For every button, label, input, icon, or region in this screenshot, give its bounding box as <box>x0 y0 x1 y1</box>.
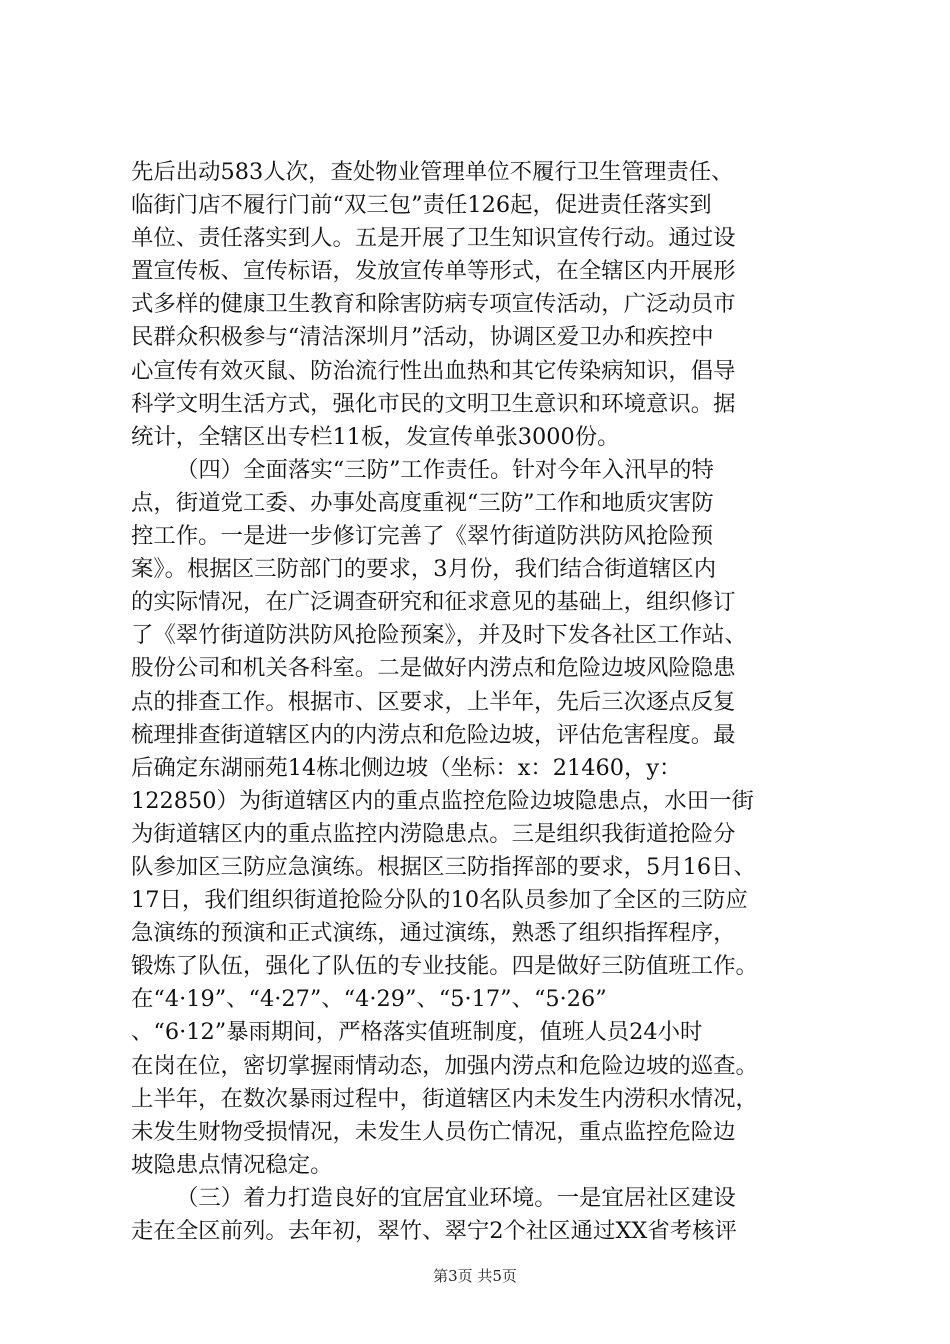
text-line: 单位、责任落实到人。五是开展了卫生知识宣传行动。通过设 <box>131 225 736 252</box>
text-line: 、“6·12”暴雨期间，严格落实值班制度，值班人员24小时 <box>131 1019 703 1046</box>
body-text <box>131 156 831 1248</box>
text-line: 走在全区前列。去年初，翠竹、翠宁2个社区通过XX省考核评 <box>131 1218 737 1244</box>
text-line: 点，街道党工委、办事处高度重视“三防”工作和地质灾害防 <box>131 489 714 516</box>
text-line: 122850）为街道辖区内的重点监控危险边坡隐患点，水田一街 <box>131 787 754 814</box>
text-line: 在“4·19”、“4·27”、“4·29”、“5·17”、“5·26” <box>131 986 607 1013</box>
text-line: 未发生财物受损情况，未发生人员伤亡情况，重点监控危险边 <box>131 1118 736 1145</box>
text-line: 了《翠竹街道防洪防风抢险预案》，并及时下发各社区工作站、 <box>131 622 747 649</box>
text-line: 后确定东湖丽苑14栋北侧边坡（坐标：x：21460，y： <box>131 754 682 781</box>
text-line: 案》。根据区三防部门的要求，3月份，我们结合街道辖区内 <box>131 556 717 583</box>
text-line: 梳理排查街道辖区内的内涝点和危险边坡，评估危害程度。最 <box>131 721 736 748</box>
text-line: 在岗在位，密切掌握雨情动态，加强内涝点和危险边坡的巡查。 <box>131 1052 758 1079</box>
text-line: 控工作。一是进一步修订完善了《翠竹街道防洪防风抢险预 <box>131 523 714 550</box>
text-line: 置宣传板、宣传标语，发放宣传单等形式，在全辖区内开展形 <box>131 258 736 285</box>
text-line: 锻炼了队伍，强化了队伍的专业技能。四是做好三防值班工作。 <box>131 953 758 980</box>
section-heading-line: （三）着力打造良好的宜居宜业环境。一是宜居社区建设 <box>176 1184 736 1211</box>
text-line: 坡隐患点情况稳定。 <box>131 1151 333 1178</box>
text-line: 科学文明生活方式，强化市民的文明卫生意识和环境意识。据 <box>131 390 736 417</box>
text-line: 心宣传有效灭鼠、防治流行性出血热和其它传染病知识，倡导 <box>131 357 736 384</box>
text-line: 民群众积极参与“清洁深圳月”活动，协调区爱卫办和疾控中 <box>131 324 714 351</box>
text-line: 急演练的预演和正式演练，通过演练，熟悉了组织指挥程序， <box>131 920 736 947</box>
text-line: 点的排查工作。根据市、区要求，上半年，先后三次逐点反复 <box>131 688 736 715</box>
page-number-footer: 第3页 共5页 <box>433 1267 517 1285</box>
text-line: 式多样的健康卫生教育和除害防病专项宣传活动，广泛动员市 <box>131 291 736 318</box>
text-line: 先后出动583人次，查处物业管理单位不履行卫生管理责任、 <box>131 159 734 185</box>
text-line: 的实际情况，在广泛调查研究和征求意见的基础上，组织修订 <box>131 589 736 616</box>
text-line: 上半年，在数次暴雨过程中，街道辖区内未发生内涝积水情况， <box>131 1085 758 1112</box>
text-line: 股份公司和机关各科室。二是做好内涝点和危险边坡风险隐患 <box>131 655 736 682</box>
text-line: 为街道辖区内的重点监控内涝隐患点。三是组织我街道抢险分 <box>131 820 736 847</box>
text-line: 队参加区三防应急演练。根据区三防指挥部的要求，5月16日、 <box>131 853 756 880</box>
text-line: 临街门店不履行门前“双三包”责任126起，促进责任落实到 <box>131 192 712 219</box>
section-heading-line: （四）全面落实“三防”工作责任。针对今年入汛早的特 <box>176 456 714 483</box>
text-line: 17日，我们组织街道抢险分队的10名队员参加了全区的三防应 <box>131 887 748 914</box>
text-line: 统计，全辖区出专栏11板，发宣传单张3000份。 <box>131 423 620 450</box>
